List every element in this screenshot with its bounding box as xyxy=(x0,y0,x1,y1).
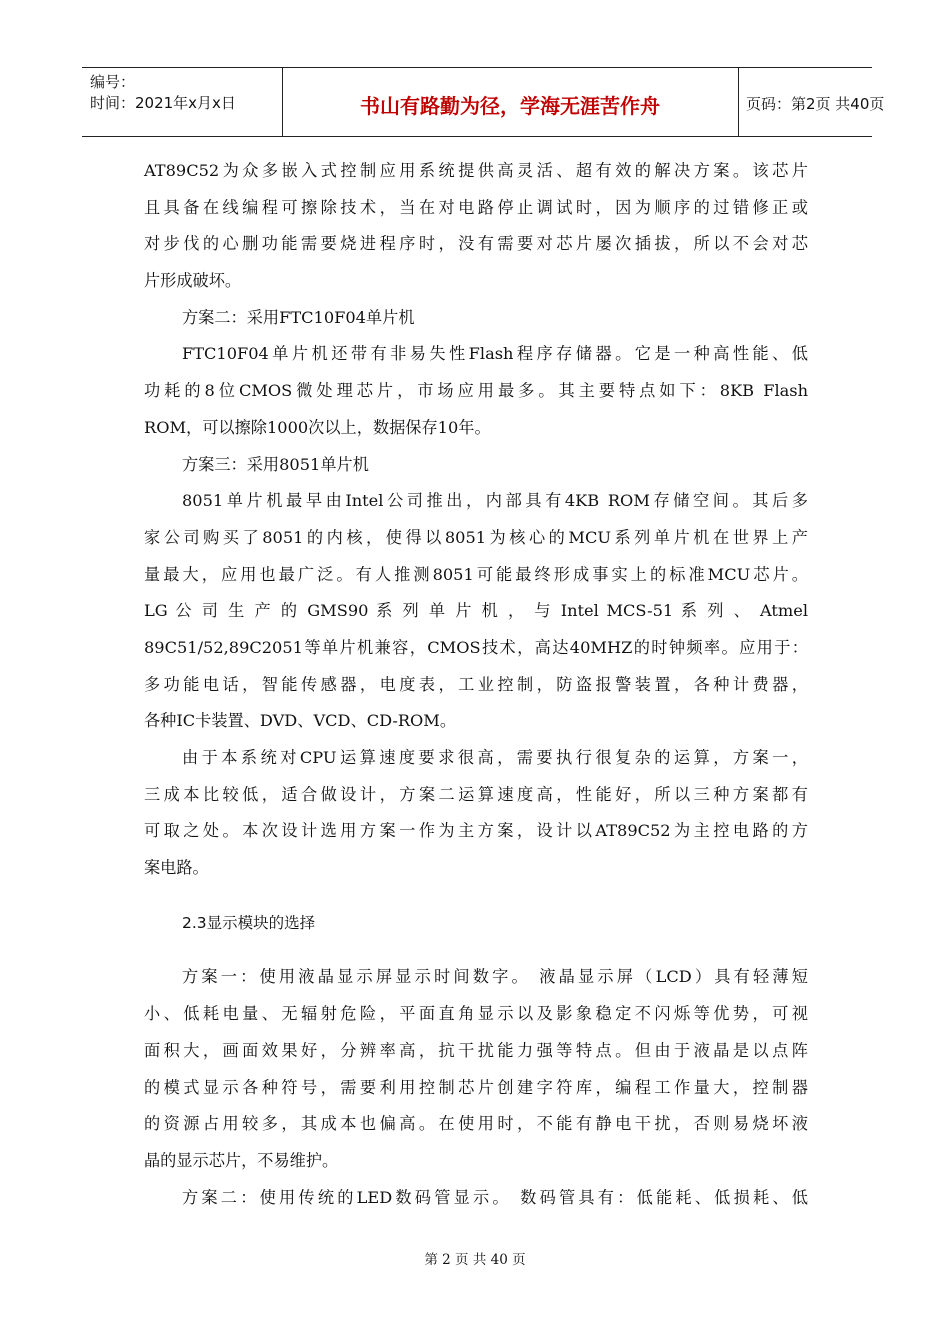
body-line: 面积大，画面效果好，分辨率高，抗干扰能力强等特点。但由于液晶是以点阵 xyxy=(144,1040,808,1060)
section-subtitle: 方案三：采用8051单片机 xyxy=(182,454,369,474)
header-motto: 书山有路勤为径，学海无涯苦作舟 xyxy=(360,94,660,118)
body-line: 功耗的8位CMOS微处理芯片，市场应用最多。其主要特点如下：8KB Flash xyxy=(144,381,808,401)
body-line: 案电路。 xyxy=(144,858,209,878)
header-middle-cell xyxy=(282,68,739,136)
header-table xyxy=(82,67,885,137)
body-line: 89C51/52,89C2051等单片机兼容，CMOS技术，高达40MHZ的时钟频率。应用于： xyxy=(144,637,808,657)
body-line: 片形成破坏。 xyxy=(144,271,242,291)
body-line: 的资源占用较多，其成本也偏高。在使用时，不能有静电干扰，否则易烧坏液 xyxy=(144,1114,808,1134)
body-line: 家公司购买了8051的内核，使得以8051为核心的MCU系列单片机在世界上产 xyxy=(144,527,808,547)
body-line: 的模式显示各种符号，需要利用控制芯片创建字符库，编程工作量大，控制器 xyxy=(144,1077,808,1097)
body-line: ROM，可以擦除1000次以上，数据保存10年。 xyxy=(144,417,491,437)
body-line: 多功能电话，智能传感器，电度表，工业控制，防盗报警装置，各种计费器， xyxy=(144,674,808,694)
header-left-cell xyxy=(82,68,283,136)
body-line: 方案一：使用液晶显示屏显示时间数字。 液晶显示屏（LCD）具有轻薄短 xyxy=(182,967,808,987)
body-line: 各种IC卡装置、DVD、VCD、CD-ROM。 xyxy=(144,711,457,731)
header-page-number: 页码：第2页 共40页 xyxy=(746,95,885,113)
body-line: 量最大，应用也最广泛。有人推测8051可能最终形成事实上的标准MCU芯片。 xyxy=(144,564,808,584)
body-line: 方案二：使用传统的LED数码管显示。 数码管具有：低能耗、低损耗、低 xyxy=(182,1187,808,1207)
document-date-label: 时间：2021年x月x日 xyxy=(90,94,236,112)
body-line: FTC10F04单片机还带有非易失性Flash程序存储器。它是一种高性能、低 xyxy=(182,344,808,364)
document-body xyxy=(144,153,808,1216)
body-line: 小、低耗电量、无辐射危险，平面直角显示以及影象稳定不闪烁等优势，可视 xyxy=(144,1004,808,1024)
body-line: 且具备在线编程可擦除技术，当在对电路停止调试时，因为顺序的过错修正或 xyxy=(144,197,808,217)
page-footer: 第 2 页 共 40 页 xyxy=(424,1252,526,1268)
body-line: 由于本系统对CPU运算速度要求很高，需要执行很复杂的运算，方案一， xyxy=(182,748,808,767)
body-line: 8051单片机最早由Intel公司推出，内部具有4KB ROM存储空间。其后多 xyxy=(182,491,808,511)
paragraph-gap xyxy=(144,887,808,905)
paragraph-gap xyxy=(144,941,808,959)
body-line: LG 公 司 生 产 的 GMS90 系 列 单 片 机 ， 与 Intel MCS-51 系 列 、 Atmel xyxy=(144,601,808,621)
section-heading: 2.3显示模块的选择 xyxy=(182,913,316,932)
body-line: 三成本比较低，适合做设计，方案二运算速度高，性能好，所以三种方案都有 xyxy=(144,784,808,804)
body-line: 对步伐的心删功能需要烧进程序时，没有需要对芯片屡次插拔，所以不会对芯 xyxy=(144,234,808,254)
body-line: 晶的显示芯片，不易维护。 xyxy=(144,1150,339,1170)
body-line: 可取之处。本次设计选用方案一作为主方案，设计以AT89C52为主控电路的方 xyxy=(144,821,808,841)
body-line: AT89C52为众多嵌入式控制应用系统提供高灵活、超有效的解决方案。该芯片 xyxy=(144,161,808,180)
header-right-cell xyxy=(738,68,885,136)
section-subtitle: 方案二：采用FTC10F04单片机 xyxy=(182,307,415,327)
document-number-label: 编号： xyxy=(90,73,136,91)
